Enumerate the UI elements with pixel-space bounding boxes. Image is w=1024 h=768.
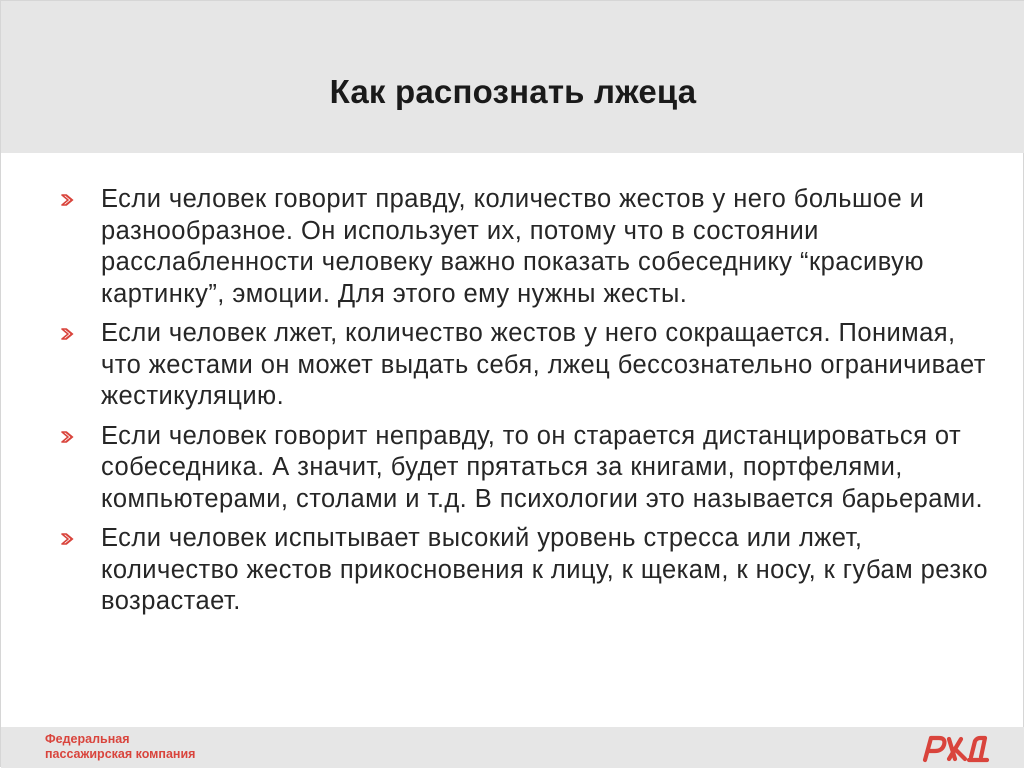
- company-name: [45, 732, 195, 762]
- bullet-item: [59, 184, 989, 310]
- rzd-logo-icon: [919, 733, 991, 763]
- arrow-bullet-icon: [61, 193, 78, 207]
- bullet-list: [59, 184, 989, 626]
- bullet-text: Если человек испытывает высокий уровень стресса или лжет, количество жестов прикосновения к лицу, к щекам, к носу, к губам резко возрастает.: [101, 524, 989, 615]
- bullet-text: Если человек говорит неправду, то он старается дистанцироваться от собеседника. А значит, будет прятаться за книгами, портфелями, компьютерами, столами и т.д. В психологии это называется барьерами.: [101, 421, 984, 513]
- arrow-bullet-icon: [61, 532, 78, 546]
- company-line-1: Федеральная: [45, 732, 130, 746]
- bullet-item: [59, 421, 989, 516]
- bullet-text: Если человек говорит правду, количество жестов у него большое и разнообразное. Он использует их, потому что в состоянии расслабленности человеку важно показать собеседнику “красивую картинку”, эмоции. Для этого ему нужны жесты.: [101, 185, 925, 308]
- company-line-2: пассажирская компания: [45, 747, 196, 761]
- slide-title: Как распознать лжеца: [329, 73, 697, 110]
- arrow-bullet-icon: [61, 327, 78, 341]
- arrow-bullet-icon: [61, 430, 78, 444]
- bullet-item: [59, 318, 989, 413]
- bullet-item: [59, 523, 989, 618]
- bullet-text: Если человек лжет, количество жестов у него сокращается. Понимая, что жестами он может выдать себя, лжец бессознательно ограничивает жестикуляцию.: [101, 319, 986, 410]
- title-band: [1, 1, 1024, 153]
